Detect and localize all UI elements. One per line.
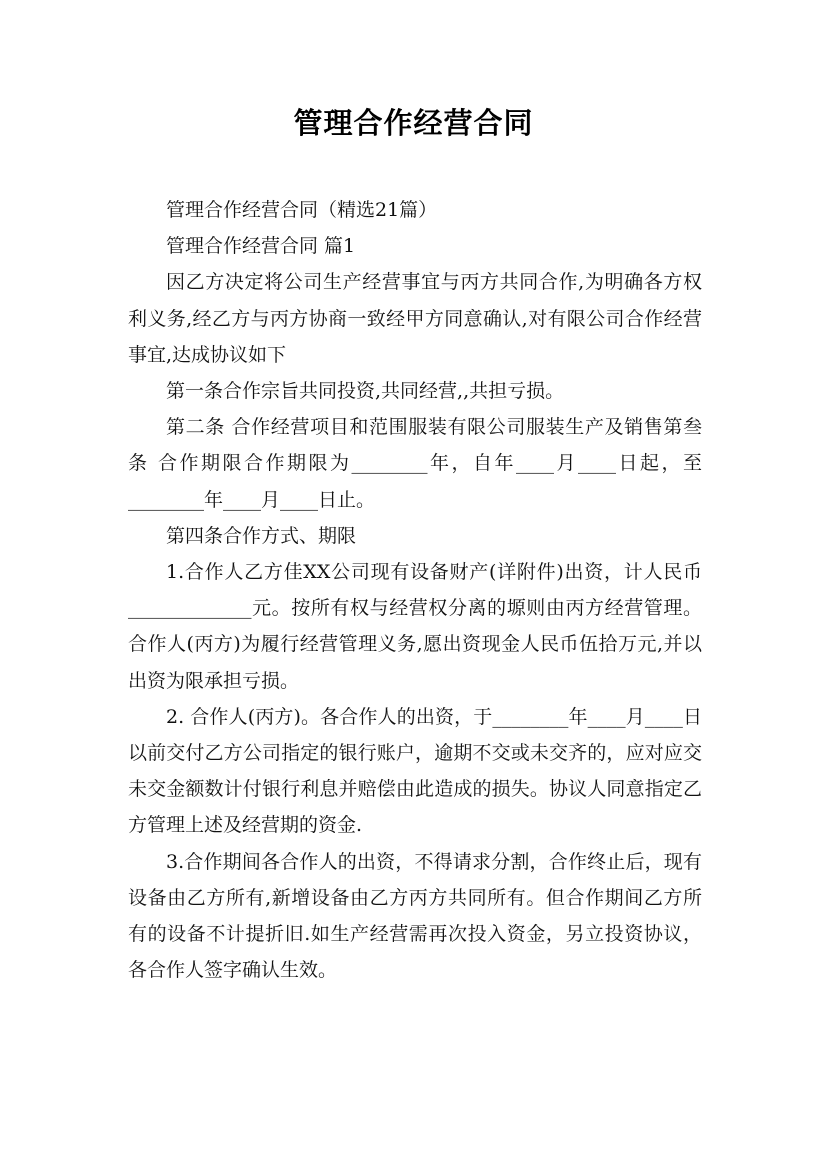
paragraph: 因乙方决定将公司生产经营事宜与丙方共同合作,为明确各方权利义务,经乙方与丙方协商一致经甲方同意确认,对有限公司合作经营事宜,达成协议如下: [128, 271, 702, 366]
paragraph: 第四条合作方式、期限: [166, 524, 357, 547]
paragraph: 管理合作经营合同 篇1: [166, 235, 356, 258]
paragraph: 2. 合作人(丙方)。各合作人的出资，于________年____月____日以前交付乙方公司指定的银行账户，逾期不交或未交齐的，应对应交未交金额数计付银行利息并赔偿由此造成的损失。协议人同意指定乙方管理上述及经营期的资金.: [128, 705, 702, 837]
paragraph: 3.合作期间各合作人的出资，不得请求分割，合作终止后，现有设备由乙方所有,新增设备由乙方丙方共同所有。但合作期间乙方所有的设备不计提折旧.如生产经营需再次投入资金，另立投资协议，各合作人签字确认生效。: [128, 850, 702, 982]
document-body: [128, 192, 702, 988]
paragraph: 管理合作经营合同（精选21篇）: [166, 199, 438, 221]
paragraph: 第一条合作宗旨共同投资,共同经营,,共担亏损。: [166, 380, 565, 403]
document-title: 管理合作经营合同: [293, 106, 534, 140]
paragraph: 1.合作人乙方佳XX公司现有设备财产(详附件)出资，计人民币_____________元。按所有权与经营权分离的塬则由丙方经营管理。合作人(丙方)为履行经营管理义务,愿出资现金人民币伍拾万元,并以出资为限承担亏损。: [128, 561, 702, 692]
paragraph: 第二条 合作经营项目和范围服装有限公司服装生产及销售第叁条 合作期限合作期限为________年，自年____月____日起，至________年____月____日止。: [128, 416, 702, 511]
